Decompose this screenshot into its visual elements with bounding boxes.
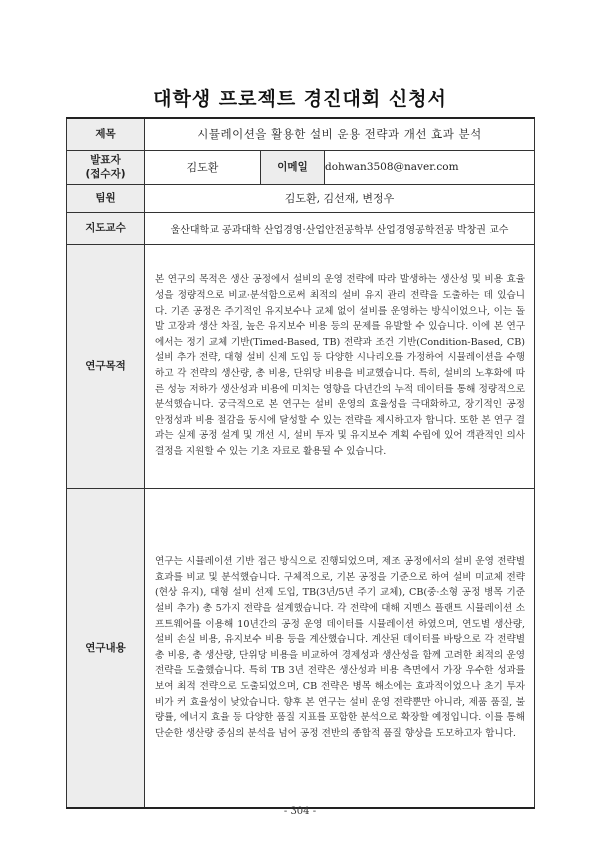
subject-row (67, 118, 535, 150)
purpose-row (67, 244, 535, 488)
page-title: 대학생 프로젝트 경진대회 신청서 (153, 88, 447, 110)
presenter-row (67, 150, 535, 184)
application-form-table (66, 117, 535, 809)
presenter-label-line1: 발표자 (90, 154, 121, 166)
email-label: 이메일 (261, 150, 325, 184)
content-text: 연구는 시뮬레이션 기반 접근 방식으로 진행되었으며, 제조 공정에서의 설비 운영 전략별 효과를 비교 및 분석했습니다. 구체적으로, 기본 공정을 기준으로 하여 설비 미교체 전략(현상 유지), 대형 설비 선제 도입, TB(3년/5년 주기 교체), CB(중·소형 공정 병목 기준 설비 추가) 총 5가지 전략을 설계했습니다. 각 전략에 대해 지멘스 플랜트 시뮬레이션 소프트웨어를 이용해 10년간의 공정 운영 데이터를 시뮬레이션 하였으며, 연도별 생산량, 설비 손실 비용, 유지보수 비용 등을 계산했습니다. 계산된 데이터를 바탕으로 각 전략별 총 비용, 총 생산량, 단위당 비용을 비교하여 경제성과 생산성을 함께 고려한 최적의 운영 전략을 도출했습니다. 특히 TB 3년 전략은 생산성과 비용 측면에서 가장 우수한 성과를 보여 최적 전략으로 도출되었으며, CB 전략은 병목 해소에는 효과적이었으나 초기 투자비가 커 효율성이 낮았습니다. 향후 본 연구는 설비 운영 전략뿐만 아니라, 제품 품질, 불량률, 에너지 효율 등 다양한 품질 지표를 포함한 분석으로 확장할 예정입니다. 이를 통해 단순한 생산량 중심의 분석을 넘어 공정 전반의 종합적 품질 향상을 도모하고자 합니다. (155, 556, 526, 739)
subject-value: 시뮬레이션을 활용한 설비 운용 전략과 개선 효과 분석 (145, 118, 535, 150)
email-value: dohwan3508@naver.com (325, 150, 535, 184)
presenter-value: 김도환 (145, 150, 261, 184)
advisor-row (67, 212, 535, 244)
content-row (67, 488, 535, 808)
presenter-label-line2: (접수자) (85, 168, 126, 180)
advisor-label: 지도교수 (67, 212, 145, 244)
content-label: 연구내용 (67, 488, 145, 808)
purpose-label: 연구목적 (67, 244, 145, 488)
presenter-label (67, 150, 145, 184)
advisor-value: 울산대학교 공과대학 산업경영·산업안전공학부 산업경영공학전공 박창권 교수 (145, 212, 535, 244)
team-row (67, 184, 535, 212)
page-number: - 304 - (283, 806, 317, 817)
content-cell (145, 488, 535, 808)
purpose-text: 본 연구의 목적은 생산 공정에서 설비의 운영 전략에 따라 발생하는 생산성 및 비용 효율성을 정량적으로 비교·분석함으로써 최적의 설비 유지 관리 전략을 도출하는 데 있습니다. 기존 공정은 주기적인 유지보수나 교체 없이 설비를 운영하는 방식이었으나, 이는 돌발 고장과 생산 차질, 높은 유지보수 비용 등의 문제를 유발할 수 있습니다. 이에 본 연구에서는 정기 교체 기반(Timed-Based, TB) 전략과 조건 기반(Condition-Based, CB) 설비 추가 전략, 대형 설비 신제 도입 등 다양한 시나리오를 가정하여 시뮬레이션을 수행하고 각 전략의 생산량, 총 비용, 단위당 비용을 비교했습니다. 특히, 설비의 노후화에 따른 성능 저하가 생산성과 비용에 미치는 영향을 다년간의 누적 데이터를 통해 정량적으로 분석했습니다. 궁극적으로 본 연구는 설비 운영의 효율성을 극대화하고, 장기적인 공정 안정성과 비용 절감을 동시에 달성할 수 있는 전략을 제시하고자 합니다. 또한 본 연구 결과는 실제 공정 설계 및 개선 시, 설비 투자 및 유지보수 계획 수립에 있어 객관적인 의사결정을 지원할 수 있는 기초 자료로 활용될 수 있습니다. (155, 274, 526, 457)
subject-label: 제목 (67, 118, 145, 150)
purpose-cell (145, 244, 535, 488)
team-value: 김도환, 김선재, 변정우 (145, 184, 535, 212)
team-label: 팀원 (67, 184, 145, 212)
